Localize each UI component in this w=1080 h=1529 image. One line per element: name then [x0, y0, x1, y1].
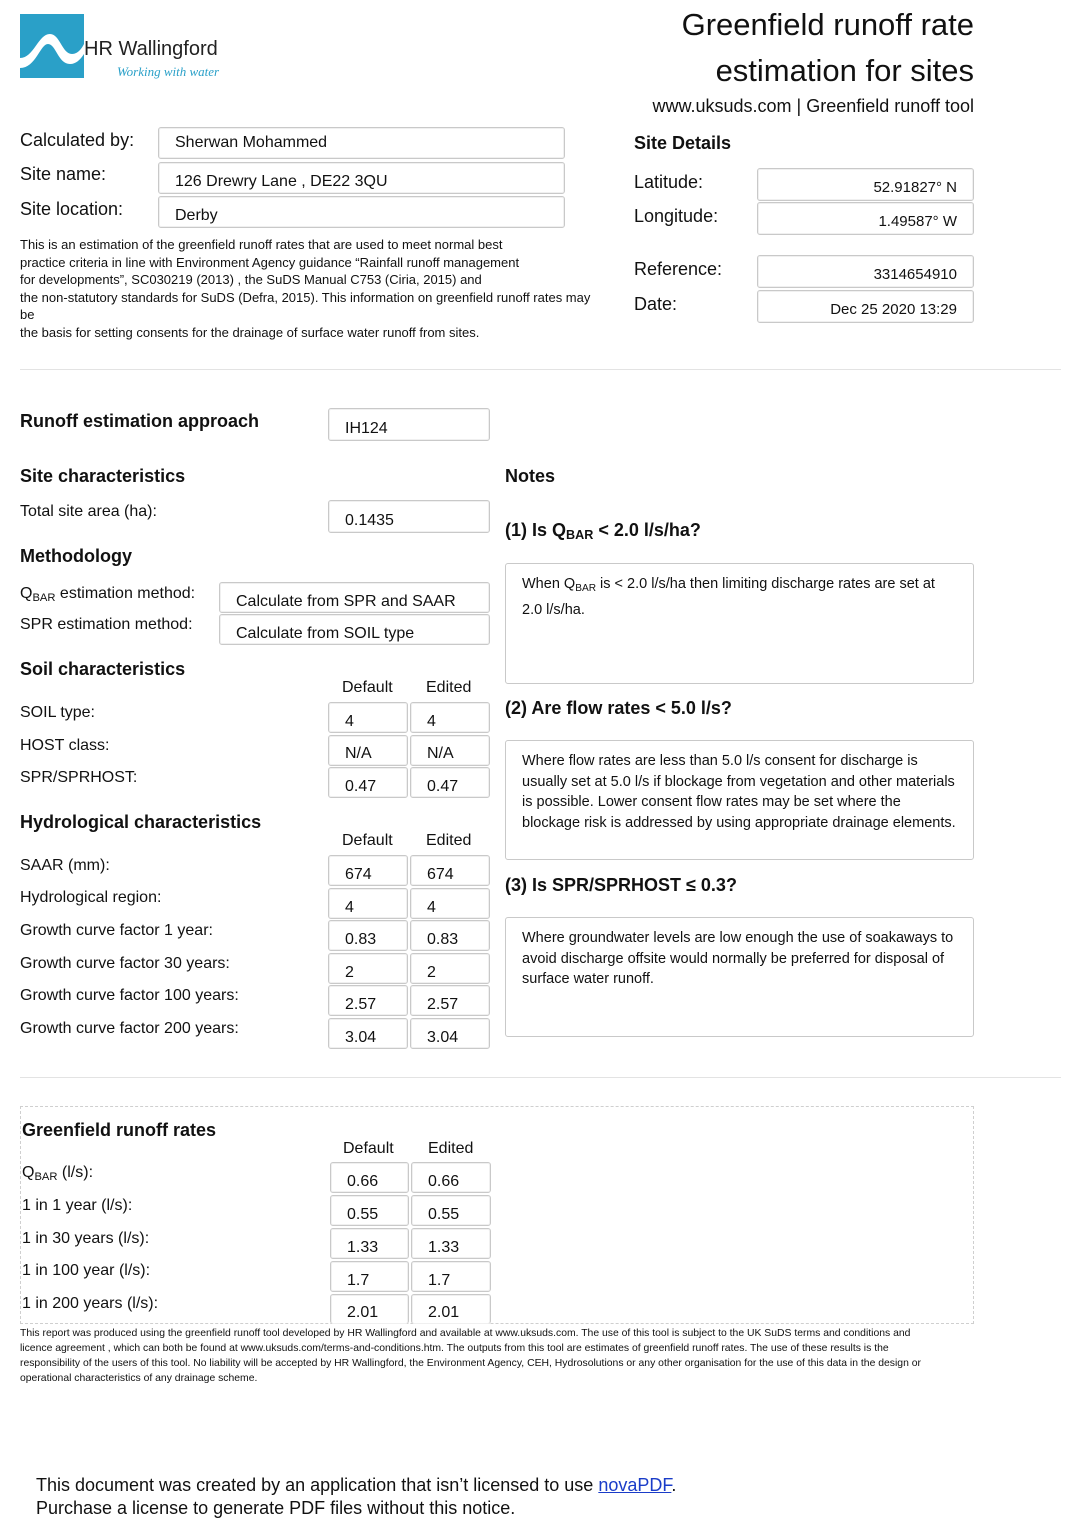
novapdf-link[interactable]: novaPDF	[598, 1475, 672, 1495]
hydro-edited-column-header: Edited	[426, 832, 472, 849]
title-line-2: estimation for sites	[715, 53, 974, 88]
site-name-label: Site name:	[20, 164, 107, 184]
soil-edited-value: N/A	[410, 735, 490, 766]
hydro-row-label: Growth curve factor 1 year:	[20, 922, 213, 939]
license-notice: This document was created by an application that isn’t licensed to use novaPDF. Purchase a license to generate PDF files without this notice.	[36, 1475, 677, 1518]
rates-default-value: 0.55	[330, 1195, 409, 1226]
intro-paragraph: This is an estimation of the greenfield runoff rates that are used to meet normal best practice criteria in line with Environment Agency guidance “Rainfall runoff management for developments”, SC030219 (2013) , the SuDS Manual C753 (Ciria, 2015) and the non-statutory standards for SuDS (Defra, 2015). This information on greenfield runoff rates may be the basis for setting consents for the drainage of surface water runoff from sites.	[20, 237, 591, 340]
rates-default-value: 1.7	[330, 1261, 409, 1292]
rates-qbar-default: 0.66	[330, 1162, 409, 1193]
methodology-heading: Methodology	[20, 546, 132, 566]
notes-heading: Notes	[505, 466, 556, 486]
rates-edited-value: 0.55	[411, 1195, 491, 1226]
site-name-field: 126 Drewry Lane , DE22 3QU	[158, 162, 565, 194]
hydro-edited-value: 3.04	[410, 1018, 490, 1049]
date-field: Dec 25 2020 13:29	[757, 290, 974, 323]
rates-edited-value: 2.01	[411, 1294, 491, 1324]
soil-row-label: HOST class:	[20, 737, 110, 754]
soil-default-value: 0.47	[328, 767, 408, 798]
page-title	[682, 2, 974, 94]
hydro-edited-value: 0.83	[410, 920, 490, 951]
date-label: Date:	[634, 294, 678, 314]
hydro-default-value: 0.83	[328, 920, 408, 951]
hydro-default-value: 3.04	[328, 1018, 408, 1049]
hydro-row-label: Growth curve factor 30 years:	[20, 955, 230, 972]
logo-tagline: Working with water	[117, 64, 220, 79]
latitude-field: 52.91827° N	[757, 168, 974, 201]
soil-row-label: SPR/SPRHOST:	[20, 769, 138, 786]
soil-edited-value: 4	[410, 702, 490, 733]
hydro-edited-value: 674	[410, 855, 490, 886]
soil-default-value: 4	[328, 702, 408, 733]
title-line-1: Greenfield runoff rate	[681, 7, 974, 42]
note-1-box: When $Q_{BAR}$ is < 2.0 l/s/ha then limiting discharge rates are set at 2.0 l/s/ha.	[505, 563, 974, 684]
spr-method-field: Calculate from SOIL type	[219, 614, 490, 645]
rates-default-column-header: Default	[343, 1140, 394, 1157]
site-characteristics-heading: Site characteristics	[20, 466, 186, 486]
reference-field: 3314654910	[757, 255, 974, 288]
qbar-method-label: $Q_{BAR}$ estimation method:	[20, 585, 196, 604]
hydro-default-value: 674	[328, 855, 408, 886]
hydro-row-label: SAAR (mm):	[20, 857, 110, 874]
runoff-approach-field: IH124	[328, 408, 490, 441]
calculated-by-label: Calculated by:	[20, 130, 135, 150]
company-logo	[20, 14, 230, 78]
spr-method-label: SPR estimation method:	[20, 616, 193, 633]
soil-row-label: SOIL type:	[20, 704, 95, 721]
soil-default-value: N/A	[328, 735, 408, 766]
note-2-box: Where flow rates are less than 5.0 l/s consent for discharge is usually set at 5.0 l/s if blockage from vegetation and other materials is possible. Lower consent flow rates may be set where the blockage risk is addressed by using appropriate drainage elements.	[505, 740, 974, 860]
disclaimer: This report was produced using the greenfield runoff tool developed by HR Wallingford and available at www.uksuds.com. The use of this tool is subject to the UK SuDS terms and conditions and licence agreement , which can both be found at www.uksuds.com/terms-and-conditions.htm. The outputs from this tool are estimates of greenfield runoff rates. The use of these results is the responsibility of the users of this tool. No liability will be accepted by HR Wallingford, the Environment Agency, CEH, Hydrosolutions or any other organisation for the use of this data in the design or operational characteristics of any drainage scheme.	[20, 1328, 921, 1384]
divider	[20, 369, 1061, 370]
rates-qbar-label: $Q_{BAR}$ (l/s):	[22, 1164, 94, 1183]
hydro-edited-value: 2.57	[410, 985, 490, 1016]
hydro-default-value: 2	[328, 953, 408, 984]
rates-edited-value: 1.33	[411, 1228, 491, 1259]
hydro-default-column-header: Default	[342, 832, 393, 849]
note-3-question: (3) Is SPR/SPRHOST ≤ 0.3?	[505, 875, 737, 895]
note-1-question: (1) Is $Q_{BAR} < 2.0$ l/s/ha?	[505, 520, 701, 542]
rates-row-label: 1 in 100 year (l/s):	[22, 1262, 151, 1279]
site-location-label: Site location:	[20, 199, 124, 219]
rates-row-label: 1 in 1 year (l/s):	[22, 1197, 133, 1214]
hydro-row-label: Growth curve factor 100 years:	[20, 987, 239, 1004]
longitude-label: Longitude:	[634, 206, 719, 226]
site-details-heading: Site Details	[634, 133, 732, 153]
hydro-heading: Hydrological characteristics	[20, 812, 262, 832]
site-location-field: Derby	[158, 196, 565, 228]
logo-name: HR Wallingford	[84, 38, 218, 60]
soil-heading: Soil characteristics	[20, 659, 186, 679]
site-area-field: 0.1435	[328, 500, 490, 533]
rates-edited-value: 1.7	[411, 1261, 491, 1292]
hydro-edited-value: 4	[410, 888, 490, 919]
latitude-label: Latitude:	[634, 172, 704, 192]
reference-label: Reference:	[634, 259, 723, 279]
rates-qbar-edited: 0.66	[411, 1162, 491, 1193]
runoff-approach-label: Runoff estimation approach	[20, 411, 260, 431]
hydro-default-value: 4	[328, 888, 408, 919]
note-2-question: (2) Are flow rates < 5.0 l/s?	[505, 698, 732, 718]
hydro-row-label: Growth curve factor 200 years:	[20, 1020, 239, 1037]
page-subtitle: www.uksuds.com | Greenfield runoff tool	[652, 96, 974, 116]
calculated-by-field: Sherwan Mohammed	[158, 127, 565, 159]
hydro-default-value: 2.57	[328, 985, 408, 1016]
runoff-rates-heading: Greenfield runoff rates	[22, 1120, 217, 1140]
rates-edited-column-header: Edited	[428, 1140, 474, 1157]
hydro-row-label: Hydrological region:	[20, 889, 162, 906]
wave-logo-icon	[20, 14, 84, 78]
soil-edited-value: 0.47	[410, 767, 490, 798]
soil-default-column-header: Default	[342, 679, 393, 696]
rates-row-label: 1 in 200 years (l/s):	[22, 1295, 159, 1312]
divider	[20, 1077, 1061, 1078]
qbar-method-field: Calculate from SPR and SAAR	[219, 582, 490, 613]
hydro-edited-value: 2	[410, 953, 490, 984]
site-area-label: Total site area (ha):	[20, 503, 157, 520]
note-3-box: Where groundwater levels are low enough the use of soakaways to avoid discharge offsite would normally be preferred for disposal of surface water runoff.	[505, 917, 974, 1037]
rates-default-value: 2.01	[330, 1294, 409, 1324]
rates-row-label: 1 in 30 years (l/s):	[22, 1230, 150, 1247]
longitude-field: 1.49587° W	[757, 202, 974, 235]
soil-edited-column-header: Edited	[426, 679, 472, 696]
rates-default-value: 1.33	[330, 1228, 409, 1259]
